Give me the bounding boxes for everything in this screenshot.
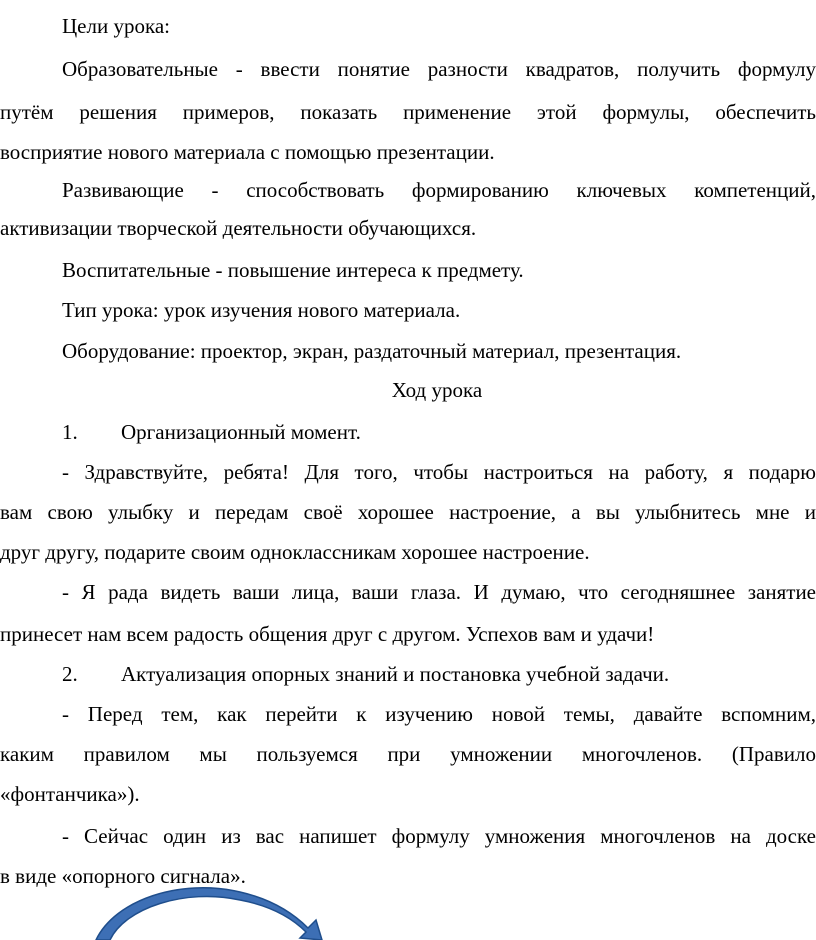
educational-goal-line-1: Образовательные - ввести понятие разности квадратов, получить формулу (62, 57, 816, 81)
now-line-1: - Сейчас один из вас напишет формулу умножения многочленов на доске (62, 824, 816, 848)
step-2-title: Актуализация опорных знаний и постановка учебной задачи. (121, 662, 670, 686)
greeting-line-1: - Здравствуйте, ребята! Для того, чтобы настроиться на работу, я подарю (62, 460, 816, 484)
glad-line-2: принесет нам всем радость общения друг с другом. Успехов вам и удачи! (0, 622, 655, 646)
equipment: Оборудование: проектор, экран, раздаточный материал, презентация. (62, 339, 682, 363)
developing-goal-line-2: активизации творческой деятельности обучающихся. (0, 216, 477, 240)
upbringing-goal: Воспитательные - повышение интереса к предмету. (62, 258, 524, 282)
educational-goal-line-3: восприятие нового материала с помощью презентации. (0, 140, 495, 164)
lesson-type: Тип урока: урок изучения нового материала. (62, 298, 461, 322)
step-2-number: 2. (62, 662, 78, 686)
outer-arc-arrow (96, 888, 322, 940)
curved-arrows-icon (90, 880, 335, 940)
glad-line-1: - Я рада видеть ваши лица, ваши глаза. И думаю, что сегодняшнее занятие (62, 580, 816, 604)
step-1-number: 1. (62, 420, 78, 444)
greeting-line-3: друг другу, подарите своим одноклассникам хорошее настроение. (0, 540, 590, 564)
now-line-2: в виде «опорного сигнала». (0, 864, 246, 888)
before-line-1: - Перед тем, как перейти к изучению новой темы, давайте вспомним, (62, 702, 816, 726)
developing-goal-line-1: Развивающие - способствовать формированию ключевых компетенций, (62, 178, 816, 202)
greeting-line-2: вам свою улыбку и передам своё хорошее настроение, а вы улыбнитесь мне и (0, 500, 816, 524)
course-heading: Ход урока (391, 378, 483, 402)
educational-goal-line-2: путём решения примеров, показать применение этой формулы, обеспечить (0, 100, 816, 124)
step-1-title: Организационный момент. (121, 420, 361, 444)
goals-heading: Цели урока: (62, 14, 170, 38)
before-line-3: «фонтанчика»). (0, 782, 140, 806)
before-line-2: каким правилом мы пользуемся при умножении многочленов. (Правило (0, 742, 816, 766)
